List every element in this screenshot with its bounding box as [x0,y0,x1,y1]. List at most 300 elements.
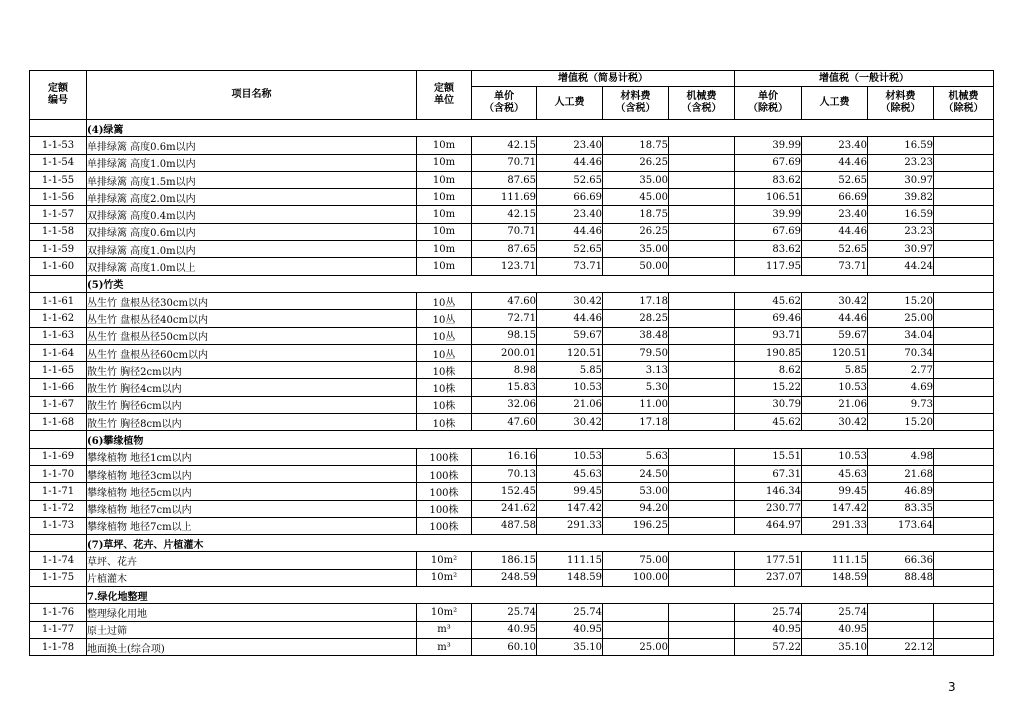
cell-general-price: 190.85 [735,344,802,361]
item-code: 1-1-68 [30,414,87,431]
cell-simple-machine [669,292,735,309]
cell-simple-material: 53.00 [603,483,669,500]
cell-simple-price: 200.01 [472,344,537,361]
item-unit: 100株 [417,500,472,517]
item-code: 1-1-73 [30,517,87,534]
item-name: 散生竹 胸径6cm以内 [87,396,417,413]
cell-general-price: 57.22 [735,638,802,655]
cell-simple-labor: 35.10 [537,638,603,655]
cell-simple-labor: 99.45 [537,483,603,500]
item-code: 1-1-75 [30,569,87,586]
table-row [30,189,994,206]
cell-general-labor: 111.15 [802,552,868,569]
item-code: 1-1-76 [30,604,87,621]
table-row [30,327,994,344]
cell-simple-machine [669,310,735,327]
cell-simple-labor: 147.42 [537,500,603,517]
header-simple-machine: 机械费 （含税） [669,87,735,120]
header-code: 定额 编号 [30,71,87,120]
cell-simple-labor: 59.67 [537,327,603,344]
item-code: 1-1-62 [30,310,87,327]
item-code: 1-1-55 [30,171,87,188]
item-code: 1-1-78 [30,638,87,655]
table-row [30,448,994,465]
cell-general-material: 66.36 [868,552,934,569]
cell-general-machine [934,189,994,206]
cell-simple-price: 15.83 [472,379,537,396]
section-row [30,587,994,604]
item-name: 攀缘植物 地径5cm以内 [87,483,417,500]
header-simple-labor: 人工费 [537,87,603,120]
cell-simple-price: 25.74 [472,604,537,621]
item-unit: 10m [417,258,472,275]
cell-general-price: 117.95 [735,258,802,275]
cell-simple-machine [669,414,735,431]
cell-simple-labor: 148.59 [537,569,603,586]
cell-general-labor: 59.67 [802,327,868,344]
cell-general-machine [934,569,994,586]
cell-general-machine [934,241,994,258]
cell-general-machine [934,310,994,327]
cell-general-price: 25.74 [735,604,802,621]
cell-general-material: 9.73 [868,396,934,413]
cell-general-material: 30.97 [868,171,934,188]
cell-general-labor: 120.51 [802,344,868,361]
cell-simple-material: 18.75 [603,206,669,223]
item-name: 双排绿篱 高度0.6m以内 [87,223,417,240]
cell-simple-labor: 10.53 [537,379,603,396]
cell-simple-material: 35.00 [603,171,669,188]
cell-general-machine [934,414,994,431]
cell-general-machine [934,604,994,621]
cell-simple-material: 75.00 [603,552,669,569]
item-unit: 100株 [417,448,472,465]
cell-simple-material: 24.50 [603,465,669,482]
cell-simple-material: 94.20 [603,500,669,517]
item-unit: 100株 [417,483,472,500]
cell-general-price: 69.46 [735,310,802,327]
cell-general-material: 22.12 [868,638,934,655]
section-title: (5)竹类 [87,275,994,292]
item-unit: 10丛 [417,327,472,344]
cell-general-labor: 10.53 [802,448,868,465]
cell-simple-machine [669,171,735,188]
item-unit: 10株 [417,362,472,379]
cell-simple-material: 18.75 [603,137,669,154]
table-row [30,223,994,240]
section-title: (7)草坪、花卉、片植灌木 [87,535,994,552]
cell-simple-machine [669,604,735,621]
item-unit: 10m [417,137,472,154]
cell-simple-machine [669,154,735,171]
section-row [30,120,994,137]
cell-simple-price: 111.69 [472,189,537,206]
item-code: 1-1-70 [30,465,87,482]
item-code: 1-1-56 [30,189,87,206]
cell-general-labor: 291.33 [802,517,868,534]
cell-general-machine [934,327,994,344]
table-row [30,344,994,361]
cell-general-material: 16.59 [868,206,934,223]
section-title: (6)攀缘植物 [87,431,994,448]
table-row [30,258,994,275]
cell-general-machine [934,448,994,465]
cell-simple-material [603,604,669,621]
item-unit: 10m [417,154,472,171]
table-row [30,292,994,309]
header-group-simple: 增值税（简易计税） [472,71,735,87]
cell-simple-price: 42.15 [472,137,537,154]
cell-simple-labor: 52.65 [537,241,603,258]
cell-general-material: 2.77 [868,362,934,379]
cell-simple-machine [669,552,735,569]
cell-simple-machine [669,621,735,638]
item-name: 丛生竹 盘根丛径30cm以内 [87,292,417,309]
item-name: 双排绿篱 高度1.0m以上 [87,258,417,275]
item-name: 丛生竹 盘根丛径40cm以内 [87,310,417,327]
cell-general-machine [934,223,994,240]
cell-general-labor: 148.59 [802,569,868,586]
table-row [30,569,994,586]
cell-simple-price: 8.98 [472,362,537,379]
item-unit: 10m [417,223,472,240]
cell-general-price: 230.77 [735,500,802,517]
cell-simple-labor: 73.71 [537,258,603,275]
cell-general-price: 83.62 [735,241,802,258]
table-row [30,379,994,396]
cell-simple-machine [669,241,735,258]
item-code: 1-1-69 [30,448,87,465]
cell-general-machine [934,638,994,655]
item-name: 攀缘植物 地径1cm以内 [87,448,417,465]
cell-simple-machine [669,638,735,655]
section-row [30,275,994,292]
cell-simple-price: 241.62 [472,500,537,517]
item-name: 单排绿篱 高度2.0m以内 [87,189,417,206]
table-row [30,362,994,379]
cell-simple-material: 17.18 [603,414,669,431]
cell-general-price: 15.22 [735,379,802,396]
cell-simple-machine [669,465,735,482]
item-name: 散生竹 胸径4cm以内 [87,379,417,396]
cell-general-material: 34.04 [868,327,934,344]
cell-simple-price: 87.65 [472,241,537,258]
cell-simple-price: 87.65 [472,171,537,188]
cell-simple-machine [669,189,735,206]
cell-simple-material: 5.63 [603,448,669,465]
cell-simple-labor: 44.46 [537,223,603,240]
cell-general-material: 23.23 [868,154,934,171]
cell-simple-price: 123.71 [472,258,537,275]
cell-simple-price: 70.71 [472,154,537,171]
item-name: 攀缘植物 地径7cm以内 [87,500,417,517]
item-unit: 10m [417,171,472,188]
item-unit: 100株 [417,465,472,482]
table-row [30,604,994,621]
cell-simple-labor: 25.74 [537,604,603,621]
item-code: 1-1-66 [30,379,87,396]
table-row [30,552,994,569]
cell-simple-labor: 45.63 [537,465,603,482]
table-row [30,310,994,327]
page-number: 3 [948,680,956,694]
cell-simple-labor: 30.42 [537,292,603,309]
cell-simple-material: 26.25 [603,223,669,240]
cell-general-machine [934,396,994,413]
item-unit: 10m² [417,569,472,586]
cell-simple-price: 42.15 [472,206,537,223]
cell-general-price: 146.34 [735,483,802,500]
table-row [30,171,994,188]
cell-simple-labor: 120.51 [537,344,603,361]
cell-general-material: 173.64 [868,517,934,534]
cell-simple-material: 25.00 [603,638,669,655]
cell-simple-price: 72.71 [472,310,537,327]
cell-simple-material: 11.00 [603,396,669,413]
cell-general-machine [934,517,994,534]
cell-simple-price: 60.10 [472,638,537,655]
item-name: 丛生竹 盘根丛径60cm以内 [87,344,417,361]
cell-simple-price: 152.45 [472,483,537,500]
cell-simple-machine [669,500,735,517]
cell-simple-machine [669,327,735,344]
cell-general-machine [934,292,994,309]
cell-simple-labor: 30.42 [537,414,603,431]
cell-general-material: 15.20 [868,292,934,309]
cell-simple-material: 100.00 [603,569,669,586]
cell-general-machine [934,344,994,361]
cell-general-labor: 44.46 [802,223,868,240]
table-row [30,206,994,223]
cell-simple-material: 3.13 [603,362,669,379]
header-group-general: 增值税（一般计税） [735,71,994,87]
header-general-price: 单价 （除税） [735,87,802,120]
cell-simple-machine [669,206,735,223]
cell-simple-machine [669,396,735,413]
item-code: 1-1-67 [30,396,87,413]
item-unit: m³ [417,621,472,638]
cell-general-machine [934,483,994,500]
cell-simple-machine [669,137,735,154]
cell-general-labor: 73.71 [802,258,868,275]
table-row [30,154,994,171]
cell-simple-material: 5.30 [603,379,669,396]
cell-general-price: 45.62 [735,414,802,431]
item-code: 1-1-54 [30,154,87,171]
item-unit: 10丛 [417,344,472,361]
cell-simple-labor: 5.85 [537,362,603,379]
cell-simple-labor: 23.40 [537,206,603,223]
item-name: 原土过筛 [87,621,417,638]
cell-general-price: 93.71 [735,327,802,344]
cell-general-price: 40.95 [735,621,802,638]
item-code: 1-1-74 [30,552,87,569]
cell-simple-machine [669,448,735,465]
cell-general-material: 70.34 [868,344,934,361]
item-name: 丛生竹 盘根丛径50cm以内 [87,327,417,344]
item-unit: 10株 [417,396,472,413]
cell-simple-price: 47.60 [472,292,537,309]
cell-simple-price: 487.58 [472,517,537,534]
cell-general-labor: 99.45 [802,483,868,500]
cell-general-machine [934,362,994,379]
item-unit: 10株 [417,379,472,396]
table-row [30,465,994,482]
cell-simple-price: 70.71 [472,223,537,240]
table-row [30,621,994,638]
cell-general-labor: 23.40 [802,137,868,154]
item-unit: 10丛 [417,292,472,309]
cell-simple-material: 38.48 [603,327,669,344]
cell-simple-price: 186.15 [472,552,537,569]
cell-general-price: 15.51 [735,448,802,465]
item-name: 散生竹 胸径2cm以内 [87,362,417,379]
item-code: 1-1-57 [30,206,87,223]
header-simple-price: 单价 （含税） [472,87,537,120]
cell-simple-material [603,621,669,638]
cell-general-labor: 21.06 [802,396,868,413]
cell-general-material: 83.35 [868,500,934,517]
cell-simple-price: 16.16 [472,448,537,465]
quota-table-body [30,120,994,656]
item-code: 1-1-65 [30,362,87,379]
cell-simple-price: 70.13 [472,465,537,482]
cell-simple-labor: 52.65 [537,171,603,188]
cell-general-machine [934,465,994,482]
item-unit: m³ [417,638,472,655]
cell-general-price: 39.99 [735,206,802,223]
cell-general-price: 39.99 [735,137,802,154]
cell-general-price: 83.62 [735,171,802,188]
header-general-material: 材料费 （除税） [868,87,934,120]
header-simple-material: 材料费 （含税） [603,87,669,120]
item-code: 1-1-61 [30,292,87,309]
cell-simple-labor: 44.46 [537,310,603,327]
cell-general-labor: 147.42 [802,500,868,517]
header-general-labor: 人工费 [802,87,868,120]
cell-general-material: 4.98 [868,448,934,465]
table-row [30,517,994,534]
cell-simple-price: 98.15 [472,327,537,344]
item-name: 片植灌木 [87,569,417,586]
header-name: 项目名称 [87,71,417,120]
cell-general-material: 15.20 [868,414,934,431]
cell-general-machine [934,621,994,638]
cell-simple-labor: 10.53 [537,448,603,465]
cell-simple-labor: 40.95 [537,621,603,638]
cell-general-machine [934,137,994,154]
cell-general-material: 4.69 [868,379,934,396]
item-code: 1-1-64 [30,344,87,361]
cell-general-price: 45.62 [735,292,802,309]
cell-general-labor: 10.53 [802,379,868,396]
cell-simple-labor: 111.15 [537,552,603,569]
cell-simple-material: 196.25 [603,517,669,534]
cell-general-price: 30.79 [735,396,802,413]
cell-general-material [868,621,934,638]
cell-general-labor: 44.46 [802,154,868,171]
table-row [30,638,994,655]
cell-general-machine [934,258,994,275]
item-unit: 10丛 [417,310,472,327]
header-unit: 定额 单位 [417,71,472,120]
cell-general-machine [934,552,994,569]
cell-general-material [868,604,934,621]
cell-general-machine [934,500,994,517]
cell-simple-machine [669,362,735,379]
cell-simple-machine [669,223,735,240]
cell-general-price: 237.07 [735,569,802,586]
cell-general-labor: 44.46 [802,310,868,327]
item-code: 1-1-53 [30,137,87,154]
item-unit: 10株 [417,414,472,431]
cell-general-labor: 35.10 [802,638,868,655]
item-code: 1-1-63 [30,327,87,344]
item-name: 散生竹 胸径8cm以内 [87,414,417,431]
item-name: 双排绿篱 高度0.4m以内 [87,206,417,223]
cell-simple-material: 17.18 [603,292,669,309]
cell-general-material: 30.97 [868,241,934,258]
item-name: 双排绿篱 高度1.0m以内 [87,241,417,258]
cell-general-labor: 45.63 [802,465,868,482]
item-unit: 10m [417,241,472,258]
item-name: 整理绿化用地 [87,604,417,621]
section-row [30,431,994,448]
quota-table [29,70,994,656]
cell-general-price: 67.69 [735,223,802,240]
cell-simple-machine [669,379,735,396]
cell-general-labor: 5.85 [802,362,868,379]
cell-general-price: 67.31 [735,465,802,482]
cell-general-labor: 66.69 [802,189,868,206]
cell-simple-labor: 66.69 [537,189,603,206]
cell-general-machine [934,206,994,223]
item-name: 单排绿篱 高度0.6m以内 [87,137,417,154]
cell-simple-material: 45.00 [603,189,669,206]
cell-simple-machine [669,344,735,361]
cell-general-labor: 25.74 [802,604,868,621]
cell-general-labor: 23.40 [802,206,868,223]
section-row [30,535,994,552]
item-name: 单排绿篱 高度1.5m以内 [87,171,417,188]
cell-general-price: 67.69 [735,154,802,171]
cell-general-material: 46.89 [868,483,934,500]
cell-general-material: 25.00 [868,310,934,327]
item-code: 1-1-58 [30,223,87,240]
cell-general-labor: 40.95 [802,621,868,638]
item-code: 1-1-71 [30,483,87,500]
cell-simple-material: 26.25 [603,154,669,171]
item-name: 单排绿篱 高度1.0m以内 [87,154,417,171]
cell-simple-machine [669,258,735,275]
cell-general-price: 106.51 [735,189,802,206]
table-row [30,137,994,154]
table-row [30,483,994,500]
item-unit: 10m² [417,552,472,569]
cell-simple-labor: 44.46 [537,154,603,171]
cell-simple-material: 28.25 [603,310,669,327]
item-unit: 100株 [417,517,472,534]
cell-general-labor: 52.65 [802,171,868,188]
item-code: 1-1-60 [30,258,87,275]
cell-simple-machine [669,483,735,500]
cell-simple-price: 47.60 [472,414,537,431]
cell-simple-material: 35.00 [603,241,669,258]
cell-simple-price: 40.95 [472,621,537,638]
cell-simple-machine [669,569,735,586]
cell-general-material: 23.23 [868,223,934,240]
cell-general-labor: 52.65 [802,241,868,258]
